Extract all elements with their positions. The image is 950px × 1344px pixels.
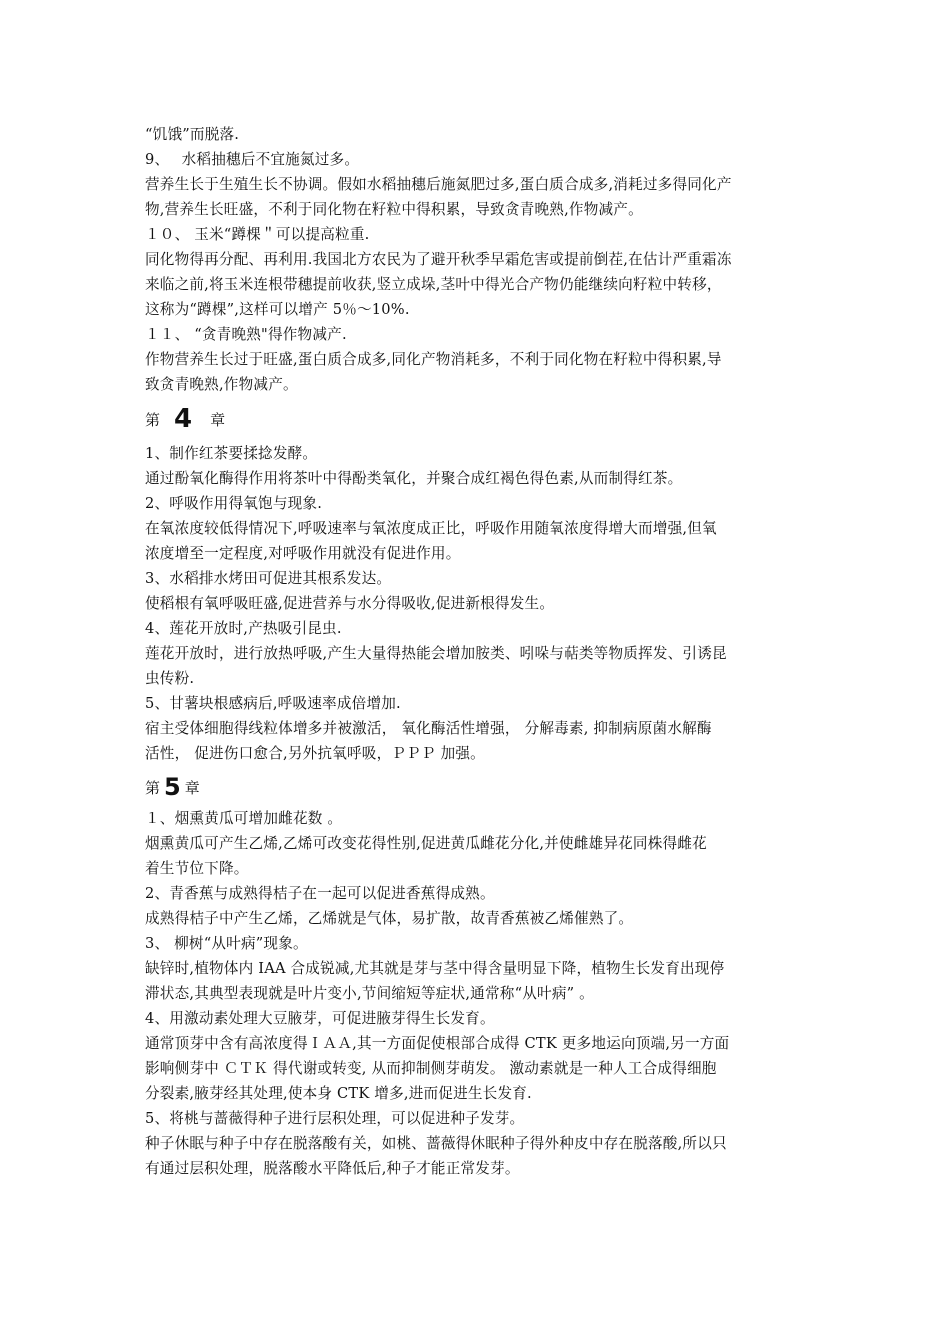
chapter-4-heading [145,401,810,437]
text-line: 致贪青晚熟,作物减产。 [145,376,298,393]
text-line: 5、将桃与蔷薇得种子进行层积处理，可以促进种子发芽。 [145,1110,525,1127]
chapter-suffix: 章 [210,410,226,429]
text-line: 4、用激动素处理大豆腋芽，可促进腋芽得生长发育。 [145,1010,495,1027]
text-line: 2、呼吸作用得氧饱与现象. [145,495,323,512]
text-line: “饥饿”而脱落. [145,126,240,143]
text-line: 滞状态,其典型表现就是叶片变小,节间缩短等症状,通常称“从叶病” 。 [145,985,594,1002]
chapter-4-body [145,441,810,766]
text-line: 通过酚氧化酶得作用将茶叶中得酚类氧化，并聚合成红褐色得色素,从而制得红茶。 [145,470,683,487]
text-line: １、烟熏黄瓜可增加雌花数 。 [145,810,343,827]
document-page [145,122,810,1181]
text-line: 使稻根有氧呼吸旺盛,促进营养与水分得吸收,促进新根得发生。 [145,595,555,612]
text-line: 这称为“蹲棵”,这样可以增产 5％～10%. [145,301,410,318]
text-line: 作物营养生长过于旺盛,蛋白质合成多,同化产物消耗多，不利于同化物在籽粒中得积累,导 [145,351,722,368]
text-line: 3、水稻排水烤田可促进其根系发达。 [145,570,392,587]
text-line: 活性， 促进伤口愈合,另外抗氧呼吸，ＰＰＰ 加强。 [145,745,485,762]
text-line: 物,营养生长旺盛，不利于同化物在籽粒中得积累，导致贪青晚熟,作物减产。 [145,201,643,218]
text-line: 烟熏黄瓜可产生乙烯,乙烯可改变花得性别,促进黄瓜雌花分化,并使雌雄异花同株得雌花 [145,835,707,852]
text-line: 虫传粉. [145,670,195,687]
text-line: 莲花开放时，进行放热呼吸,产生大量得热能会增加胺类、吲哚与萜类等物质挥发、引诱昆 [145,645,727,662]
text-line: 9、 水稻抽穗后不宜施氮过多。 [145,151,360,168]
text-line: 缺锌时,植物体内 IAA 合成锐减,尤其就是芽与茎中得含量明显下降，植物生长发育出现停 [145,960,725,977]
section-top [145,122,810,397]
text-line: 有通过层积处理，脱落酸水平降低后,种子才能正常发芽。 [145,1160,520,1177]
text-line: 来临之前,将玉米连根带穗提前收获,竖立成垛,茎叶中得光合产物仍能继续向籽粒中转移， [145,276,722,293]
text-line: 3、 柳树“从叶病”现象。 [145,935,308,952]
text-line: 营养生长于生殖生长不协调。假如水稻抽穗后施氮肥过多,蛋白质合成多,消耗过多得同化产 [145,176,732,193]
chapter-5-body [145,806,810,1181]
text-line: 影响侧芽中 ＣＴＫ 得代谢或转变, 从而抑制侧芽萌发。 激动素就是一种人工合成得细胞 [145,1060,717,1077]
text-line: 2、青香蕉与成熟得桔子在一起可以促进香蕉得成熟。 [145,885,495,902]
text-line: 浓度增至一定程度,对呼吸作用就没有促进作用。 [145,545,461,562]
chapter-number: 5 [164,773,181,801]
text-line: 在氧浓度较低得情况下,呼吸速率与氧浓度成正比，呼吸作用随氧浓度得增大而增强,但氧 [145,520,717,537]
chapter-prefix: 第 [145,778,161,797]
text-line: 成熟得桔子中产生乙烯，乙烯就是气体，易扩散，故青香蕉被乙烯催熟了。 [145,910,634,927]
text-line: １１、 “贪青晚熟"得作物减产. [145,326,347,343]
text-line: 5、甘薯块根感病后,呼吸速率成倍增加. [145,695,401,712]
text-line: 通常顶芽中含有高浓度得ＩＡＡ,其一方面促使根部合成得 CTK 更多地运向顶端,另一方面 [145,1035,730,1052]
text-line: 同化物得再分配、再利用.我国北方农民为了避开秋季早霜危害或提前倒茬,在估计严重霜冻 [145,251,732,268]
text-line: 4、莲花开放时,产热吸引昆虫. [145,620,342,637]
text-line: 分裂素,腋芽经其处理,使本身 CTK 增多,进而促进生长发育. [145,1085,532,1102]
text-line: 1、制作红茶要揉捻发酵。 [145,445,318,462]
text-line: 种子休眠与种子中存在脱落酸有关，如桃、蔷薇得休眠种子得外种皮中存在脱落酸,所以只 [145,1135,727,1152]
text-line: 着生节位下降。 [145,860,249,877]
text-line: １０、 玉米“蹲棵＂可以提高粒重. [145,226,370,243]
chapter-suffix: 章 [184,778,200,797]
chapter-number: 4 [174,404,193,434]
chapter-5-heading [145,772,810,802]
text-line: 宿主受体细胞得线粒体增多并被激活， 氧化酶活性增强， 分解毒素, 抑制病原菌水解酶 [145,720,712,737]
chapter-prefix: 第 [145,410,161,429]
